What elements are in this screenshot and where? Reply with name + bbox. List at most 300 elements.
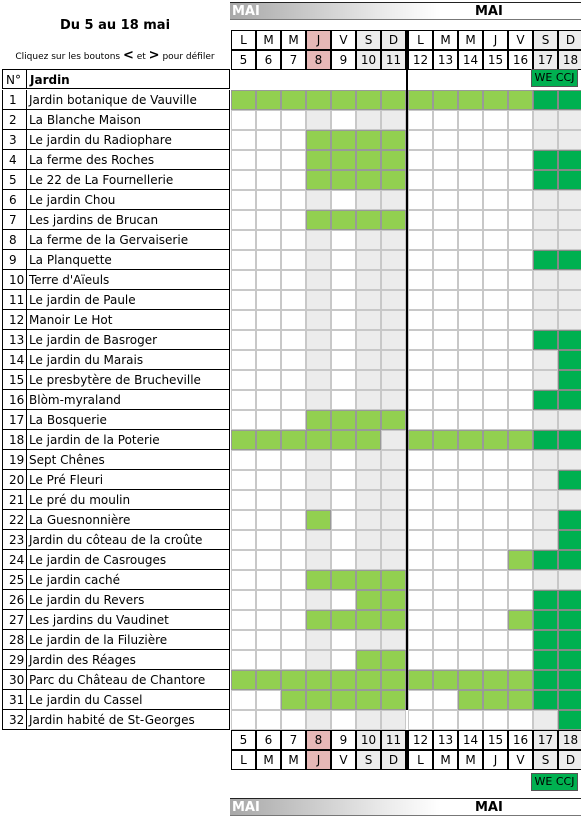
schedule-cell bbox=[508, 230, 533, 250]
schedule-cell bbox=[281, 470, 306, 490]
garden-name: La Planquette bbox=[27, 250, 230, 270]
garden-number: 30 bbox=[2, 670, 27, 690]
schedule-cell bbox=[381, 450, 406, 470]
schedule-cell bbox=[281, 370, 306, 390]
week-separator bbox=[406, 30, 408, 710]
schedule-cell bbox=[558, 390, 581, 410]
schedule-cell bbox=[558, 270, 581, 290]
day-number-bottom-0: 5 bbox=[231, 730, 256, 750]
schedule-cell bbox=[331, 470, 356, 490]
garden-name: Le 22 de La Fournellerie bbox=[27, 170, 230, 190]
schedule-cell bbox=[256, 350, 281, 370]
schedule-cell bbox=[558, 450, 581, 470]
schedule-cell bbox=[558, 170, 581, 190]
day-number-1: 6 bbox=[256, 50, 281, 70]
schedule-cell bbox=[306, 270, 331, 290]
schedule-cell bbox=[231, 670, 256, 690]
schedule-cell bbox=[356, 430, 381, 450]
schedule-cell bbox=[483, 530, 508, 550]
schedule-cell bbox=[231, 90, 256, 110]
schedule-cell bbox=[458, 550, 483, 570]
schedule-cell bbox=[508, 270, 533, 290]
schedule-cell bbox=[558, 590, 581, 610]
garden-name: Le jardin du Cassel bbox=[27, 690, 230, 710]
schedule-cell bbox=[306, 210, 331, 230]
schedule-cell bbox=[458, 250, 483, 270]
schedule-cell bbox=[331, 450, 356, 470]
schedule-cell bbox=[281, 230, 306, 250]
schedule-cell bbox=[533, 530, 558, 550]
schedule-cell bbox=[408, 670, 433, 690]
garden-number: 2 bbox=[2, 110, 27, 130]
schedule-cell bbox=[533, 670, 558, 690]
schedule-cell bbox=[281, 190, 306, 210]
schedule-cell bbox=[408, 130, 433, 150]
day-letter-bottom-9: M bbox=[458, 750, 483, 770]
schedule-cell bbox=[331, 110, 356, 130]
schedule-cell bbox=[408, 90, 433, 110]
schedule-cell bbox=[533, 350, 558, 370]
schedule-cell bbox=[508, 490, 533, 510]
schedule-cell bbox=[381, 90, 406, 110]
schedule-cell bbox=[483, 550, 508, 570]
schedule-cell bbox=[533, 210, 558, 230]
we-ccj-badge-top: WE CCJ bbox=[531, 69, 578, 87]
schedule-cell bbox=[458, 230, 483, 250]
schedule-cell bbox=[533, 630, 558, 650]
schedule-cell bbox=[483, 450, 508, 470]
schedule-cell bbox=[356, 510, 381, 530]
day-number-6: 11 bbox=[381, 50, 406, 70]
schedule-cell bbox=[433, 490, 458, 510]
schedule-cell bbox=[381, 390, 406, 410]
schedule-cell bbox=[508, 390, 533, 410]
day-number-4: 9 bbox=[331, 50, 356, 70]
schedule-cell bbox=[533, 130, 558, 150]
schedule-cell bbox=[281, 90, 306, 110]
schedule-cell bbox=[256, 170, 281, 190]
schedule-cell bbox=[356, 170, 381, 190]
schedule-cell bbox=[533, 110, 558, 130]
schedule-cell bbox=[533, 650, 558, 670]
schedule-cell bbox=[508, 310, 533, 330]
schedule-cell bbox=[433, 330, 458, 350]
schedule-cell bbox=[508, 210, 533, 230]
schedule-cell bbox=[381, 630, 406, 650]
garden-number: 14 bbox=[2, 350, 27, 370]
schedule-cell bbox=[381, 590, 406, 610]
schedule-cell bbox=[458, 490, 483, 510]
schedule-cell bbox=[231, 530, 256, 550]
schedule-cell bbox=[508, 650, 533, 670]
schedule-cell bbox=[331, 590, 356, 610]
schedule-cell bbox=[381, 190, 406, 210]
schedule-cell bbox=[508, 610, 533, 630]
schedule-cell bbox=[483, 110, 508, 130]
month-bar-bottom[interactable] bbox=[230, 798, 581, 816]
day-letter-1: M bbox=[256, 30, 281, 50]
schedule-cell bbox=[483, 90, 508, 110]
schedule-cell bbox=[381, 270, 406, 290]
schedule-cell bbox=[256, 550, 281, 570]
day-letter-bottom-13: D bbox=[558, 750, 581, 770]
schedule-cell bbox=[558, 630, 581, 650]
schedule-cell bbox=[508, 550, 533, 570]
schedule-cell bbox=[331, 410, 356, 430]
garden-number: 26 bbox=[2, 590, 27, 610]
garden-number: 22 bbox=[2, 510, 27, 530]
schedule-cell bbox=[483, 190, 508, 210]
day-number-12: 17 bbox=[533, 50, 558, 70]
garden-number: 10 bbox=[2, 270, 27, 290]
hint-prefix: Cliquez sur les boutons bbox=[15, 52, 123, 62]
schedule-cell bbox=[408, 330, 433, 350]
schedule-cell bbox=[508, 630, 533, 650]
garden-name: Le jardin caché bbox=[27, 570, 230, 590]
schedule-cell bbox=[381, 310, 406, 330]
schedule-cell bbox=[533, 150, 558, 170]
schedule-cell bbox=[533, 450, 558, 470]
schedule-cell bbox=[231, 570, 256, 590]
schedule-cell bbox=[306, 630, 331, 650]
schedule-cell bbox=[508, 370, 533, 390]
garden-name: Le jardin de la Poterie bbox=[27, 430, 230, 450]
day-letter-bottom-6: D bbox=[381, 750, 406, 770]
schedule-cell bbox=[256, 570, 281, 590]
schedule-cell bbox=[558, 90, 581, 110]
schedule-cell bbox=[231, 230, 256, 250]
schedule-cell bbox=[381, 230, 406, 250]
schedule-cell bbox=[433, 630, 458, 650]
schedule-cell bbox=[381, 650, 406, 670]
garden-name: Les jardins du Vaudinet bbox=[27, 610, 230, 630]
schedule-cell bbox=[508, 570, 533, 590]
day-letter-bottom-5: S bbox=[356, 750, 381, 770]
schedule-cell bbox=[533, 190, 558, 210]
schedule-cell bbox=[558, 110, 581, 130]
schedule-cell bbox=[381, 510, 406, 530]
schedule-cell bbox=[408, 410, 433, 430]
schedule-cell bbox=[356, 290, 381, 310]
schedule-cell bbox=[433, 190, 458, 210]
garden-number: 16 bbox=[2, 390, 27, 410]
schedule-cell bbox=[408, 150, 433, 170]
garden-name: Le jardin Chou bbox=[27, 190, 230, 210]
garden-name: La Guesnonnière bbox=[27, 510, 230, 530]
schedule-cell bbox=[381, 470, 406, 490]
schedule-cell bbox=[381, 610, 406, 630]
garden-number: 11 bbox=[2, 290, 27, 310]
schedule-cell bbox=[306, 330, 331, 350]
schedule-cell bbox=[433, 430, 458, 450]
schedule-cell bbox=[281, 670, 306, 690]
schedule-cell bbox=[281, 270, 306, 290]
schedule-cell bbox=[408, 110, 433, 130]
schedule-cell bbox=[408, 270, 433, 290]
schedule-cell bbox=[331, 130, 356, 150]
schedule-cell bbox=[256, 190, 281, 210]
schedule-cell bbox=[408, 470, 433, 490]
schedule-cell bbox=[458, 510, 483, 530]
schedule-cell bbox=[331, 370, 356, 390]
schedule-cell bbox=[508, 410, 533, 430]
schedule-cell bbox=[281, 390, 306, 410]
schedule-cell bbox=[458, 170, 483, 190]
schedule-cell bbox=[281, 110, 306, 130]
schedule-cell bbox=[356, 390, 381, 410]
schedule-cell bbox=[458, 390, 483, 410]
schedule-cell bbox=[533, 710, 558, 730]
month-label-left-bottom: MAI bbox=[232, 800, 260, 815]
schedule-cell bbox=[356, 250, 381, 270]
schedule-cell bbox=[458, 670, 483, 690]
schedule-cell bbox=[433, 350, 458, 370]
schedule-cell bbox=[458, 610, 483, 630]
schedule-cell bbox=[558, 670, 581, 690]
schedule-cell bbox=[408, 210, 433, 230]
schedule-cell bbox=[533, 430, 558, 450]
schedule-cell bbox=[256, 670, 281, 690]
schedule-cell bbox=[306, 470, 331, 490]
day-letter-7: L bbox=[408, 30, 433, 50]
schedule-cell bbox=[231, 650, 256, 670]
schedule-cell bbox=[331, 430, 356, 450]
schedule-cell bbox=[483, 470, 508, 490]
garden-number: 8 bbox=[2, 230, 27, 250]
schedule-cell bbox=[306, 410, 331, 430]
schedule-cell bbox=[231, 370, 256, 390]
schedule-cell bbox=[533, 590, 558, 610]
schedule-cell bbox=[458, 150, 483, 170]
day-number-9: 14 bbox=[458, 50, 483, 70]
schedule-cell bbox=[381, 150, 406, 170]
schedule-cell bbox=[306, 90, 331, 110]
schedule-cell bbox=[483, 210, 508, 230]
schedule-cell bbox=[458, 570, 483, 590]
schedule-cell bbox=[256, 430, 281, 450]
schedule-cell bbox=[306, 310, 331, 330]
day-letter-5: S bbox=[356, 30, 381, 50]
schedule-cell bbox=[306, 590, 331, 610]
schedule-cell bbox=[331, 530, 356, 550]
schedule-cell bbox=[231, 250, 256, 270]
day-letter-13: D bbox=[558, 30, 581, 50]
schedule-cell bbox=[281, 410, 306, 430]
schedule-cell bbox=[483, 270, 508, 290]
hint-suffix: pour défiler bbox=[159, 52, 215, 62]
prev-symbol: < bbox=[122, 48, 134, 63]
schedule-cell bbox=[306, 430, 331, 450]
schedule-cell bbox=[231, 310, 256, 330]
schedule-cell bbox=[558, 310, 581, 330]
schedule-cell bbox=[483, 510, 508, 530]
schedule-cell bbox=[408, 710, 433, 730]
schedule-cell bbox=[281, 710, 306, 730]
schedule-cell bbox=[433, 590, 458, 610]
garden-number: 6 bbox=[2, 190, 27, 210]
schedule-cell bbox=[508, 450, 533, 470]
day-number-bottom-2: 7 bbox=[281, 730, 306, 750]
schedule-cell bbox=[306, 390, 331, 410]
schedule-cell bbox=[306, 250, 331, 270]
day-number-bottom-3: 8 bbox=[306, 730, 331, 750]
schedule-cell bbox=[281, 530, 306, 550]
schedule-cell bbox=[281, 570, 306, 590]
schedule-cell bbox=[508, 530, 533, 550]
garden-name: Jardin habité de St-Georges bbox=[27, 710, 230, 730]
schedule-cell bbox=[433, 90, 458, 110]
schedule-cell bbox=[483, 130, 508, 150]
schedule-cell bbox=[231, 610, 256, 630]
schedule-cell bbox=[381, 570, 406, 590]
schedule-cell bbox=[356, 330, 381, 350]
schedule-cell bbox=[331, 690, 356, 710]
schedule-cell bbox=[281, 210, 306, 230]
garden-number: 31 bbox=[2, 690, 27, 710]
schedule-cell bbox=[331, 630, 356, 650]
garden-number: 29 bbox=[2, 650, 27, 670]
garden-name: La Blanche Maison bbox=[27, 110, 230, 130]
schedule-cell bbox=[281, 330, 306, 350]
schedule-cell bbox=[331, 350, 356, 370]
schedule-cell bbox=[281, 630, 306, 650]
month-bar-top[interactable] bbox=[230, 2, 581, 20]
garden-name: Jardin botanique de Vauville bbox=[27, 90, 230, 110]
day-letter-bottom-2: M bbox=[281, 750, 306, 770]
header-num: N° bbox=[2, 69, 27, 89]
schedule-cell bbox=[533, 290, 558, 310]
schedule-cell bbox=[256, 290, 281, 310]
schedule-cell bbox=[331, 390, 356, 410]
day-number-bottom-7: 12 bbox=[408, 730, 433, 750]
schedule-cell bbox=[433, 610, 458, 630]
schedule-cell bbox=[433, 150, 458, 170]
schedule-cell bbox=[306, 510, 331, 530]
schedule-cell bbox=[331, 670, 356, 690]
schedule-cell bbox=[433, 390, 458, 410]
garden-number: 3 bbox=[2, 130, 27, 150]
schedule-cell bbox=[508, 690, 533, 710]
schedule-cell bbox=[306, 110, 331, 130]
schedule-cell bbox=[533, 250, 558, 270]
garden-number: 12 bbox=[2, 310, 27, 330]
schedule-cell bbox=[458, 210, 483, 230]
schedule-cell bbox=[231, 450, 256, 470]
schedule-cell bbox=[483, 310, 508, 330]
schedule-cell bbox=[256, 510, 281, 530]
schedule-cell bbox=[483, 430, 508, 450]
schedule-cell bbox=[331, 710, 356, 730]
schedule-cell bbox=[558, 230, 581, 250]
schedule-cell bbox=[356, 210, 381, 230]
schedule-cell bbox=[408, 430, 433, 450]
schedule-cell bbox=[356, 270, 381, 290]
day-number-bottom-10: 15 bbox=[483, 730, 508, 750]
garden-name: Sept Chênes bbox=[27, 450, 230, 470]
schedule-cell bbox=[331, 290, 356, 310]
schedule-cell bbox=[533, 610, 558, 630]
schedule-cell bbox=[306, 690, 331, 710]
schedule-cell bbox=[433, 210, 458, 230]
schedule-cell bbox=[381, 290, 406, 310]
schedule-cell bbox=[408, 390, 433, 410]
schedule-cell bbox=[558, 150, 581, 170]
garden-name: Le pré du moulin bbox=[27, 490, 230, 510]
day-letter-2: M bbox=[281, 30, 306, 50]
schedule-cell bbox=[433, 270, 458, 290]
schedule-cell bbox=[256, 210, 281, 230]
schedule-cell bbox=[381, 210, 406, 230]
schedule-cell bbox=[231, 690, 256, 710]
schedule-cell bbox=[408, 550, 433, 570]
schedule-cell bbox=[433, 710, 458, 730]
garden-number: 19 bbox=[2, 450, 27, 470]
schedule-cell bbox=[433, 310, 458, 330]
schedule-cell bbox=[408, 530, 433, 550]
day-letter-bottom-7: L bbox=[408, 750, 433, 770]
schedule-cell bbox=[483, 490, 508, 510]
schedule-cell bbox=[281, 250, 306, 270]
schedule-cell bbox=[256, 410, 281, 430]
schedule-cell bbox=[508, 190, 533, 210]
schedule-cell bbox=[381, 490, 406, 510]
schedule-cell bbox=[306, 170, 331, 190]
schedule-cell bbox=[381, 370, 406, 390]
schedule-cell bbox=[433, 570, 458, 590]
schedule-cell bbox=[331, 550, 356, 570]
garden-name: La ferme des Roches bbox=[27, 150, 230, 170]
garden-name: Le jardin du Revers bbox=[27, 590, 230, 610]
schedule-cell bbox=[408, 230, 433, 250]
schedule-cell bbox=[381, 710, 406, 730]
schedule-cell bbox=[558, 710, 581, 730]
garden-number: 4 bbox=[2, 150, 27, 170]
schedule-cell bbox=[281, 550, 306, 570]
schedule-cell bbox=[433, 170, 458, 190]
schedule-cell bbox=[281, 170, 306, 190]
schedule-cell bbox=[281, 150, 306, 170]
schedule-cell bbox=[433, 650, 458, 670]
schedule-cell bbox=[231, 210, 256, 230]
day-number-bottom-4: 9 bbox=[331, 730, 356, 750]
garden-name: Le jardin du Radiophare bbox=[27, 130, 230, 150]
schedule-cell bbox=[458, 650, 483, 670]
schedule-cell bbox=[408, 690, 433, 710]
schedule-cell bbox=[433, 130, 458, 150]
schedule-cell bbox=[256, 630, 281, 650]
schedule-cell bbox=[281, 130, 306, 150]
garden-name: Le jardin de la Filuzière bbox=[27, 630, 230, 650]
day-number-13: 18 bbox=[558, 50, 581, 70]
schedule-cell bbox=[356, 470, 381, 490]
schedule-cell bbox=[231, 270, 256, 290]
schedule-cell bbox=[281, 350, 306, 370]
scroll-hint bbox=[0, 48, 230, 63]
day-letter-11: V bbox=[508, 30, 533, 50]
schedule-cell bbox=[433, 370, 458, 390]
schedule-cell bbox=[231, 710, 256, 730]
garden-name: La ferme de la Gervaiserie bbox=[27, 230, 230, 250]
schedule-cell bbox=[433, 290, 458, 310]
schedule-cell bbox=[458, 630, 483, 650]
schedule-cell bbox=[558, 650, 581, 670]
schedule-cell bbox=[256, 150, 281, 170]
schedule-cell bbox=[281, 430, 306, 450]
schedule-cell bbox=[433, 230, 458, 250]
schedule-cell bbox=[558, 210, 581, 230]
schedule-cell bbox=[458, 710, 483, 730]
day-number-7: 12 bbox=[408, 50, 433, 70]
